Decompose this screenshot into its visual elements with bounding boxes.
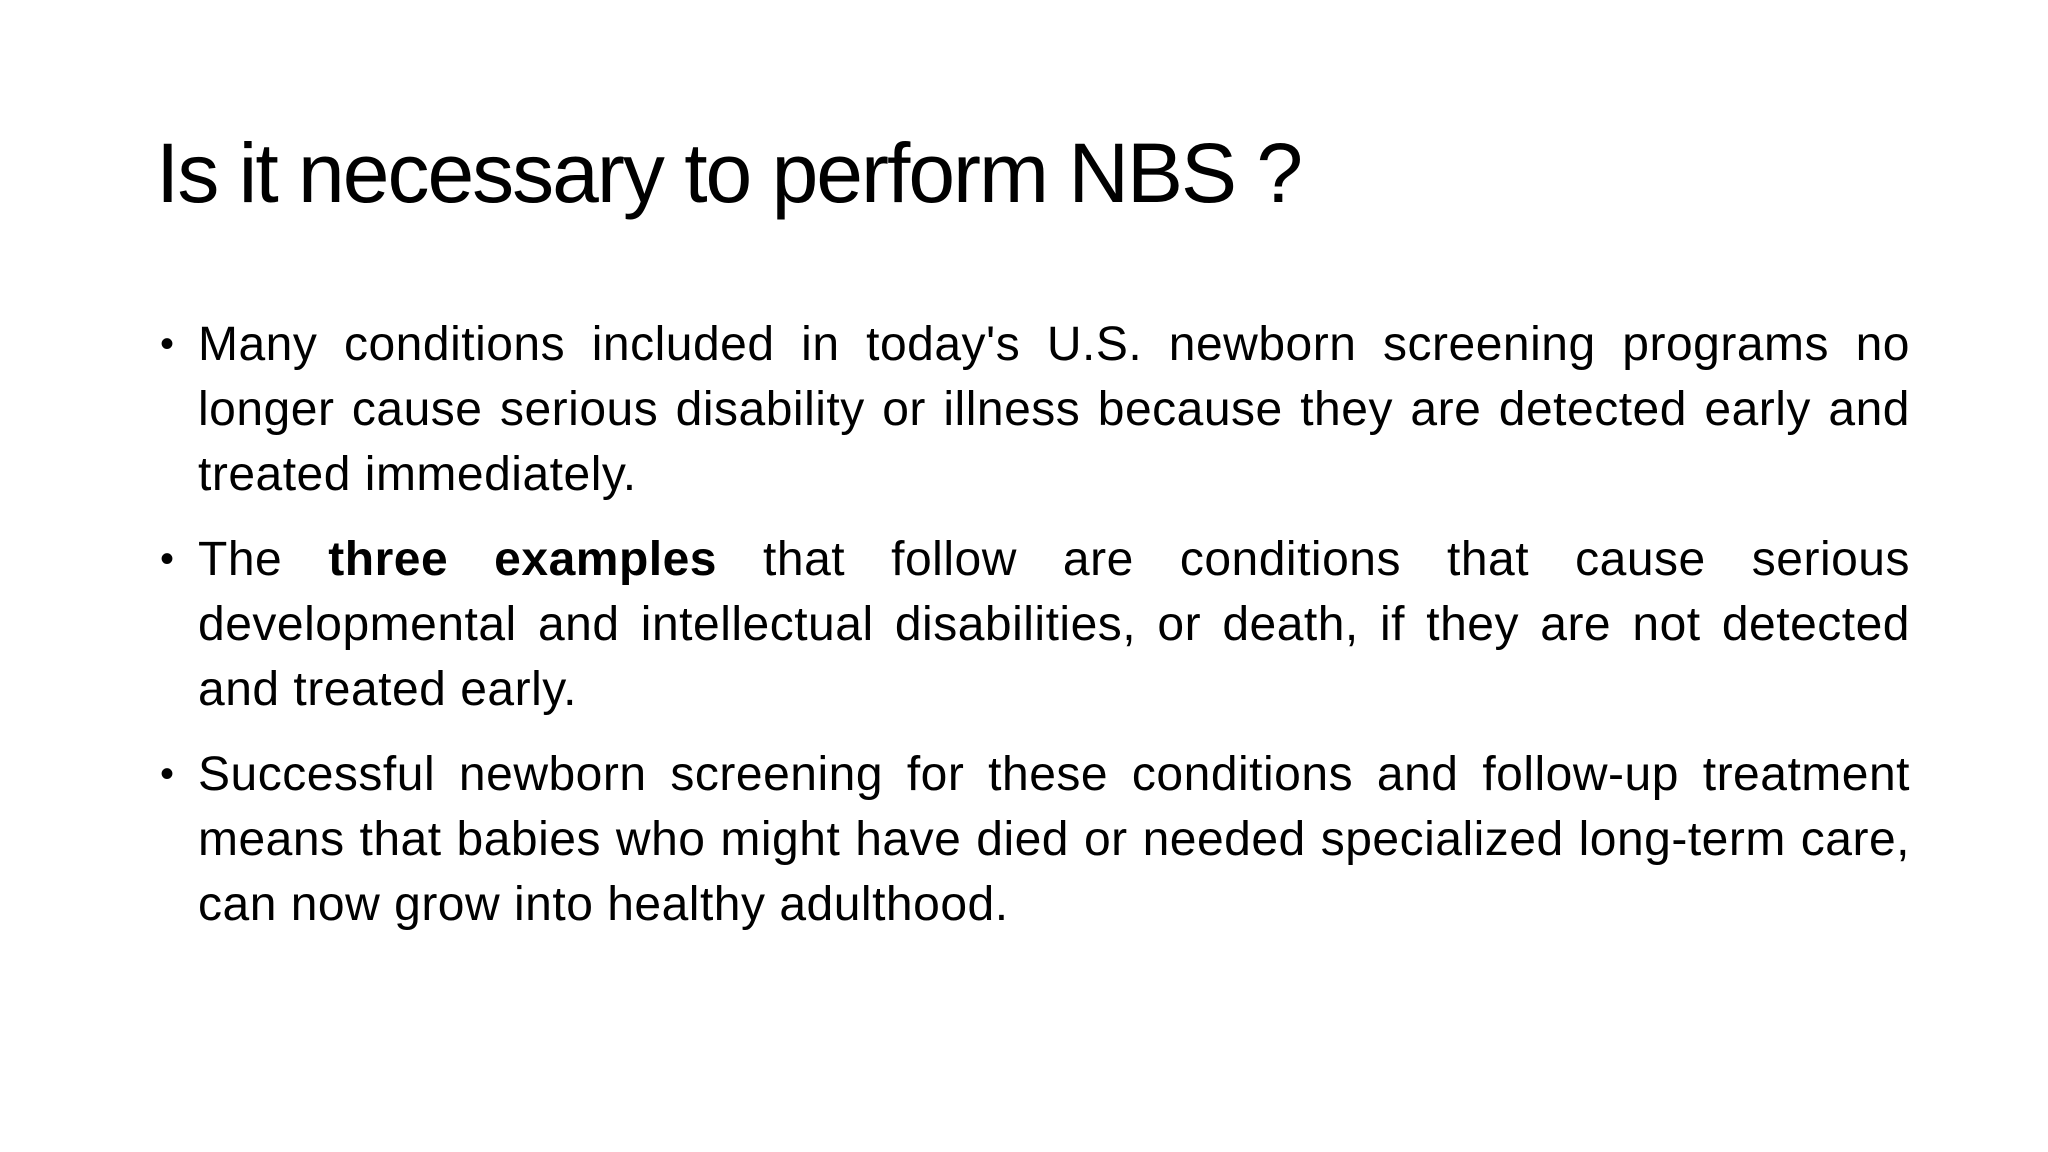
bullet-item <box>150 742 1910 937</box>
bullet-text-prefix: The <box>198 533 329 586</box>
slide-title: Is it necessary to perform NBS ? <box>156 126 1302 220</box>
bullet-dot-icon: • <box>160 537 175 581</box>
bullet-dot-icon: • <box>160 752 175 796</box>
bullet-text: Successful newborn screening for these conditions and follow-up treatment means that babies who might have died or needed specialized long-term care, can now grow into healthy adulthood. <box>198 748 1910 931</box>
bullet-text: Many conditions included in today's U.S. newborn screening programs no longer cause serious disability or illness because they are detected early and treated immediately. <box>198 318 1910 501</box>
bullet-dot-icon: • <box>160 322 175 366</box>
bullet-item <box>150 312 1910 507</box>
bullet-list <box>150 312 1910 957</box>
bullet-text-suffix: that follow are conditions that cause serious developmental and intellectual disabilities, or death, if they are not detected and treated early. <box>198 533 1911 716</box>
bullet-item <box>150 527 1910 722</box>
bullet-text-bold: three examples <box>328 533 717 586</box>
